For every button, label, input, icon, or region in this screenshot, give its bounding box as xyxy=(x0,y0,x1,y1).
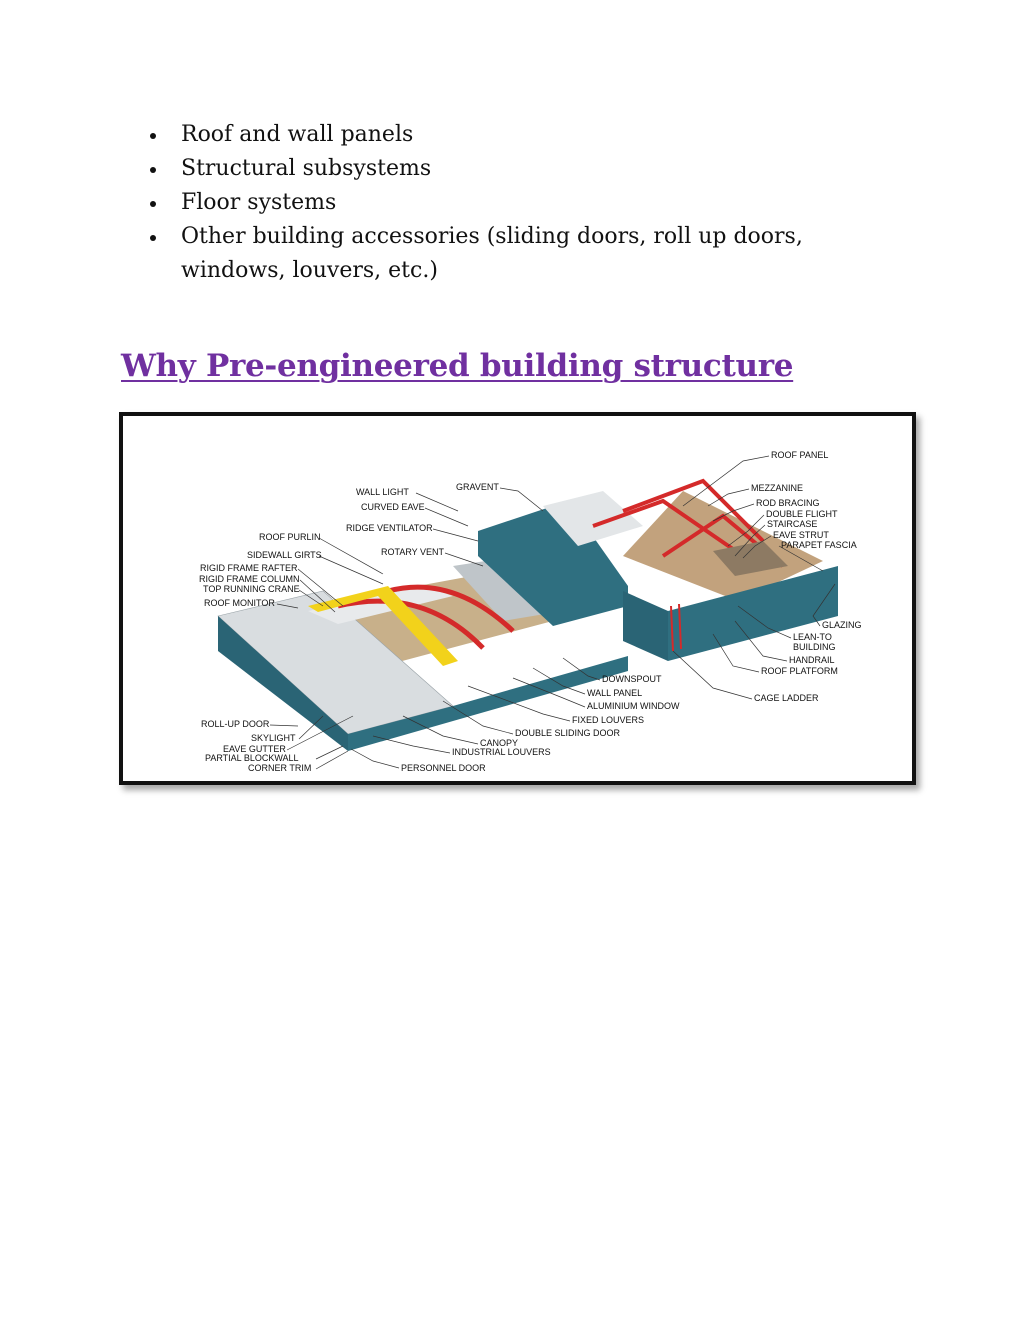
label-corner-trim: CORNER TRIM xyxy=(248,763,312,773)
leader-line xyxy=(433,529,478,541)
label-roof-purlin: ROOF PURLIN xyxy=(259,532,321,542)
label-industrial-louvers: INDUSTRIAL LOUVERS xyxy=(452,747,551,757)
label-lean-to: LEAN-TO xyxy=(793,632,832,642)
label-cage-ladder: CAGE LADDER xyxy=(754,693,819,703)
label-downspout: DOWNSPOUT xyxy=(602,674,662,684)
section-heading: Why Pre-engineered building structure xyxy=(121,348,794,384)
leader-line xyxy=(445,553,483,566)
label-rigid-frame-rafter: RIGID FRAME RAFTER xyxy=(200,563,298,573)
list-item xyxy=(146,152,906,186)
label-canopy: CANOPY xyxy=(480,738,519,748)
label-aluminium-window: ALUMINIUM WINDOW xyxy=(587,701,680,711)
label-lean-to-building: BUILDING xyxy=(793,642,836,652)
label-staircase: STAIRCASE xyxy=(767,519,818,529)
bullet-dot xyxy=(150,133,156,139)
label-double-flight: DOUBLE FLIGHT xyxy=(766,509,838,519)
bullet-dot xyxy=(150,201,156,207)
list-item-text: Other building accessories (sliding doors, roll up doors, windows, louvers, etc.) xyxy=(181,224,803,283)
leader-line xyxy=(319,556,383,584)
bullet-dot xyxy=(150,167,156,173)
building-diagram-figure xyxy=(119,412,916,785)
list-item xyxy=(146,118,906,152)
label-roof-platform: ROOF PLATFORM xyxy=(761,666,838,676)
list-item xyxy=(146,220,906,288)
lean-to-side-wall xyxy=(623,591,668,661)
label-wall-light: WALL LIGHT xyxy=(356,487,409,497)
label-partial-blockwall: PARTIAL BLOCKWALL xyxy=(205,753,299,763)
leader-line xyxy=(351,749,399,768)
list-item xyxy=(146,186,906,220)
bullet-dot xyxy=(150,235,156,241)
leader-line xyxy=(673,651,752,699)
label-roof-monitor: ROOF MONITOR xyxy=(204,598,275,608)
label-curved-eave: CURVED EAVE xyxy=(361,502,425,512)
label-rotary-vent: ROTARY VENT xyxy=(381,547,445,557)
list-item-text: Structural subsystems xyxy=(181,156,432,181)
label-top-running-crane: TOP RUNNING CRANE xyxy=(203,584,300,594)
label-handrail: HANDRAIL xyxy=(789,655,835,665)
building-diagram xyxy=(123,416,912,781)
label-mezzanine: MEZZANINE xyxy=(751,483,804,493)
label-wall-panel: WALL PANEL xyxy=(587,688,643,698)
leader-line xyxy=(316,746,343,759)
list-item-text: Roof and wall panels xyxy=(181,122,414,147)
label-rigid-frame-column: RIGID FRAME COLUMN xyxy=(199,574,300,584)
leader-line xyxy=(373,736,450,753)
label-double-sliding-door: DOUBLE SLIDING DOOR xyxy=(515,728,621,738)
label-roll-up-door: ROLL-UP DOOR xyxy=(201,719,270,729)
label-parapet-fascia: PARAPET FASCIA xyxy=(781,540,857,550)
label-eave-gutter: EAVE GUTTER xyxy=(223,744,286,754)
label-roof-panel: ROOF PANEL xyxy=(771,450,829,460)
label-rod-bracing: ROD BRACING xyxy=(756,498,820,508)
label-personnel-door: PERSONNEL DOOR xyxy=(401,763,486,773)
bullet-list xyxy=(146,118,906,288)
label-glazing: GLAZING xyxy=(822,620,862,630)
label-fixed-louvers: FIXED LOUVERS xyxy=(572,715,645,725)
label-skylight: SKYLIGHT xyxy=(251,733,296,743)
leader-line xyxy=(270,725,298,726)
leader-line xyxy=(319,538,383,574)
label-gravent: GRAVENT xyxy=(456,482,499,492)
leader-line xyxy=(500,488,543,511)
label-sidewall-girts: SIDEWALL GIRTS xyxy=(247,550,322,560)
label-eave-strut: EAVE STRUT xyxy=(773,530,829,540)
label-ridge-ventilator: RIDGE VENTILATOR xyxy=(346,523,433,533)
leader-line xyxy=(316,751,348,769)
list-item-text: Floor systems xyxy=(181,190,337,215)
